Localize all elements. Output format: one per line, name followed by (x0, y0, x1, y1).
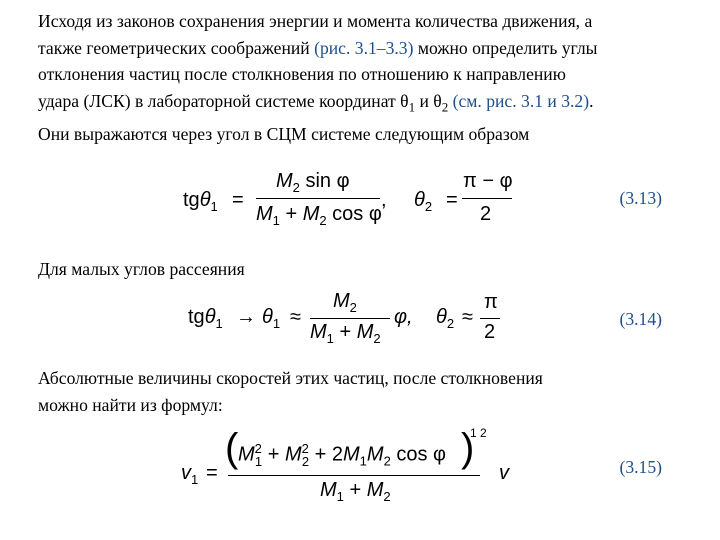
intro-line-1: Исходя из законов сохранения энергии и момента количества движения, а (38, 11, 593, 31)
velocities-paragraph: Абсолютные величины скоростей этих частиц, после столкновения можно найти из формул: (38, 368, 543, 415)
eq13-denominator: $M_1 + M_2$ cos φ (256, 203, 382, 228)
intro-line-2: также геометрических соображений (рис. 3.1–3.3) можно определить углы (38, 37, 598, 58)
eq15-numerator: $M^2_1 + M^2_2 + 2M_1M_2$ cos φ (238, 441, 447, 469)
intro-line-3: отклонения частиц после столкновения по отношению к направлению (38, 64, 566, 84)
equation-number-3-15: (3.15) (619, 457, 662, 477)
equation-number-3-14: (3.14) (619, 309, 662, 329)
intro-paragraph (38, 8, 688, 147)
figure-ref-2: (см. рис. 3.1 и 3.2) (448, 90, 590, 111)
figure-ref-1: (рис. 3.1–3.3) (314, 37, 414, 58)
intro-line-5: Они выражаются через угол в СЦМ системе следующим образом (38, 123, 530, 144)
small-angles-text: Для малых углов рассеяния (38, 259, 245, 279)
eq13-numerator: $M_2$ sin φ (276, 170, 350, 195)
intro-line-4: удара (ЛСК) в лабораторной системе координат $\theta_1$ и $\theta_2$ (см. рис. 3.1 и 3.2). (38, 90, 594, 115)
eq13-fraction-bar (256, 198, 380, 199)
equation-number-3-13: (3.13) (619, 188, 662, 208)
